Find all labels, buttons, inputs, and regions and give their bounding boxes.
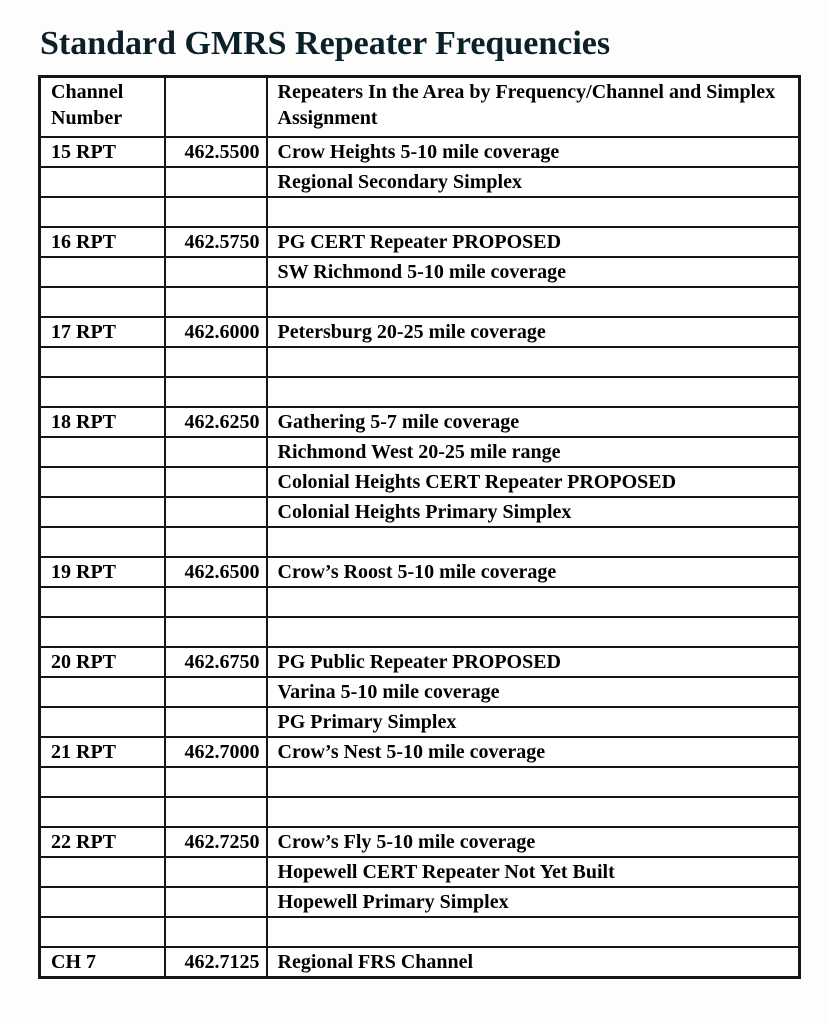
table-row [40,377,800,407]
channel-cell: 16 RPT [40,227,165,257]
table-row [40,617,800,647]
channel-cell [40,887,165,917]
table-row [40,557,800,587]
frequency-cell [165,287,267,317]
frequency-cell: 462.7125 [165,947,267,978]
table-row [40,857,800,887]
table-row [40,347,800,377]
frequency-cell [165,767,267,797]
description-cell: Crow’s Fly 5-10 mile coverage [267,827,800,857]
table-row [40,167,800,197]
frequency-table-body [40,137,800,978]
channel-cell [40,467,165,497]
table-row [40,917,800,947]
channel-cell: 20 RPT [40,647,165,677]
description-cell: Colonial Heights Primary Simplex [267,497,800,527]
frequency-cell [165,587,267,617]
table-row [40,437,800,467]
frequency-cell [165,857,267,887]
description-cell: SW Richmond 5-10 mile coverage [267,257,800,287]
channel-cell: CH 7 [40,947,165,978]
table-row [40,587,800,617]
channel-cell [40,257,165,287]
table-row [40,257,800,287]
description-column-header: Repeaters In the Area by Frequency/Channel and Simplex Assignment [267,77,800,138]
channel-cell: 15 RPT [40,137,165,167]
description-cell [267,347,800,377]
table-row [40,317,800,347]
table-row [40,737,800,767]
frequency-table [38,75,801,979]
table-row [40,647,800,677]
description-cell [267,197,800,227]
table-header [40,77,800,138]
channel-cell [40,347,165,377]
frequency-cell [165,527,267,557]
description-cell: PG Public Repeater PROPOSED [267,647,800,677]
table-row [40,707,800,737]
description-cell: Crow’s Nest 5-10 mile coverage [267,737,800,767]
channel-cell [40,617,165,647]
table-row [40,797,800,827]
page-title: Standard GMRS Repeater Frequencies [40,25,611,62]
channel-cell: 19 RPT [40,557,165,587]
frequency-cell: 462.5750 [165,227,267,257]
channel-cell [40,677,165,707]
frequency-cell: 462.5500 [165,137,267,167]
frequency-cell [165,197,267,227]
description-cell: Crow Heights 5-10 mile coverage [267,137,800,167]
table-row [40,887,800,917]
frequency-column-header [165,77,267,138]
table-row [40,527,800,557]
channel-cell: 17 RPT [40,317,165,347]
channel-cell [40,587,165,617]
description-cell [267,287,800,317]
description-cell [267,617,800,647]
description-cell: Regional FRS Channel [267,947,800,978]
frequency-cell [165,887,267,917]
frequency-cell: 462.7250 [165,827,267,857]
channel-cell: 22 RPT [40,827,165,857]
frequency-cell: 462.6250 [165,407,267,437]
table-row [40,677,800,707]
description-cell [267,527,800,557]
channel-cell [40,767,165,797]
table-row [40,137,800,167]
channel-cell [40,197,165,227]
table-row [40,227,800,257]
frequency-cell [165,347,267,377]
description-cell [267,587,800,617]
frequency-cell [165,797,267,827]
description-cell: PG CERT Repeater PROPOSED [267,227,800,257]
frequency-cell: 462.6750 [165,647,267,677]
frequency-cell: 462.7000 [165,737,267,767]
description-cell: Hopewell CERT Repeater Not Yet Built [267,857,800,887]
frequency-cell [165,467,267,497]
frequency-cell [165,917,267,947]
channel-cell: 18 RPT [40,407,165,437]
channel-cell [40,167,165,197]
description-cell [267,917,800,947]
table-row [40,827,800,857]
channel-cell [40,497,165,527]
frequency-cell [165,677,267,707]
table-row [40,947,800,978]
frequency-cell [165,257,267,287]
channel-cell: 21 RPT [40,737,165,767]
channel-cell [40,437,165,467]
frequency-cell [165,617,267,647]
description-cell: Petersburg 20-25 mile coverage [267,317,800,347]
frequency-cell [165,377,267,407]
table-row [40,497,800,527]
channel-cell [40,797,165,827]
frequency-cell [165,437,267,467]
description-cell: Regional Secondary Simplex [267,167,800,197]
channel-cell [40,377,165,407]
frequency-cell: 462.6000 [165,317,267,347]
frequency-cell: 462.6500 [165,557,267,587]
channel-cell [40,287,165,317]
description-cell: PG Primary Simplex [267,707,800,737]
channel-cell [40,857,165,887]
table-header-row [40,77,800,138]
description-cell: Colonial Heights CERT Repeater PROPOSED [267,467,800,497]
table-row [40,197,800,227]
description-cell: Varina 5-10 mile coverage [267,677,800,707]
table-row [40,407,800,437]
description-cell [267,377,800,407]
description-cell: Crow’s Roost 5-10 mile coverage [267,557,800,587]
table-row [40,467,800,497]
table-row [40,767,800,797]
description-cell: Gathering 5-7 mile coverage [267,407,800,437]
description-cell [267,767,800,797]
frequency-cell [165,167,267,197]
table-row [40,287,800,317]
channel-cell [40,707,165,737]
description-cell: Richmond West 20-25 mile range [267,437,800,467]
description-cell: Hopewell Primary Simplex [267,887,800,917]
frequency-cell [165,497,267,527]
channel-column-header: Channel Number [40,77,165,138]
description-cell [267,797,800,827]
frequency-cell [165,707,267,737]
channel-cell [40,917,165,947]
channel-cell [40,527,165,557]
